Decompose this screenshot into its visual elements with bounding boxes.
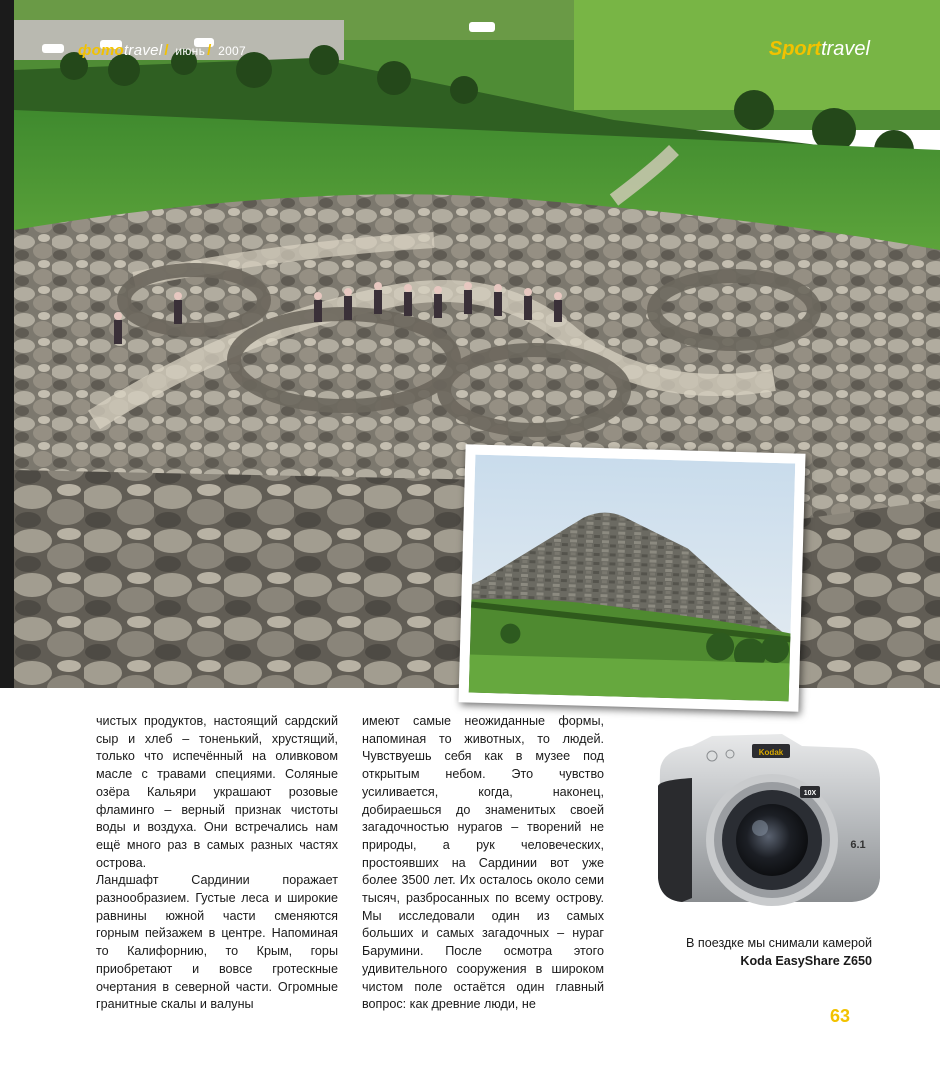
- magazine-header: фотоtravel / июнь / 2007: [78, 42, 246, 59]
- article-column-1: [96, 713, 338, 1014]
- camera-brand-logo: Kodak: [758, 748, 784, 757]
- camera-caption: [620, 935, 872, 970]
- section-label: [769, 38, 870, 61]
- section-travel: travel: [821, 38, 870, 60]
- brand-foto: фото: [78, 42, 124, 59]
- caption-line-1: В поездке мы снимали камерой: [686, 936, 872, 950]
- section-sport: Sport: [768, 38, 822, 60]
- issue-year: 2007: [218, 44, 246, 58]
- brand-travel: travel: [123, 42, 163, 59]
- article-column-2: [362, 713, 604, 1014]
- caption-camera-model: Koda EasyShare Z650: [740, 953, 872, 968]
- camera-photo: [652, 728, 884, 918]
- article-paragraph: имеют самые неожиданные формы, напоминая то животных, то людей. Чувствуешь себя как в музее под открытым небом. Это чувство усиливается, когда, наконец, добираешься до знаменитых своей загадочностью нурагов – творений не природы, а рук человеческих, простоявших на Сардинии вот уже более 3500 лет. Их осталось около семи тысяч, разбросанных по всему острову. Мы исследовали один из самых больших и самых загадочных – нураг Барумини. После осмотра этого удивительного сооружения в широком чистом поле остаётся один главный вопрос: как древние люди, не: [362, 714, 604, 1012]
- svg-text:6.1: 6.1: [850, 839, 866, 851]
- article-paragraph: чистых продуктов, настоящий сардский сыр и хлеб – тоненький, хрустящий, только что испечённый на оливковом масле с травами специями. Соляные озёра Кальяри украшают розовые фламинго – верный признак чистоты воды и воздуха. Они встречались нам ещё много раз в самых разных частях острова.: [96, 714, 338, 870]
- inset-photo-nuraghe-tower: [458, 444, 805, 711]
- camera-zoom-label: 10X: [803, 790, 817, 797]
- page-number: 63: [830, 1006, 851, 1026]
- magazine-spine: [0, 0, 14, 688]
- article-paragraph: Ландшафт Сардинии поражает разнообразием. Густые леса и широкие равнины южной части сменяются горным пейзажем в центре. Напоминая то Калифорнию, то Крым, горы приобретают и вовсе гротескные очертания в северной части. Огромные гранитные скалы и валуны: [96, 873, 338, 1012]
- issue-month: июнь: [175, 44, 206, 58]
